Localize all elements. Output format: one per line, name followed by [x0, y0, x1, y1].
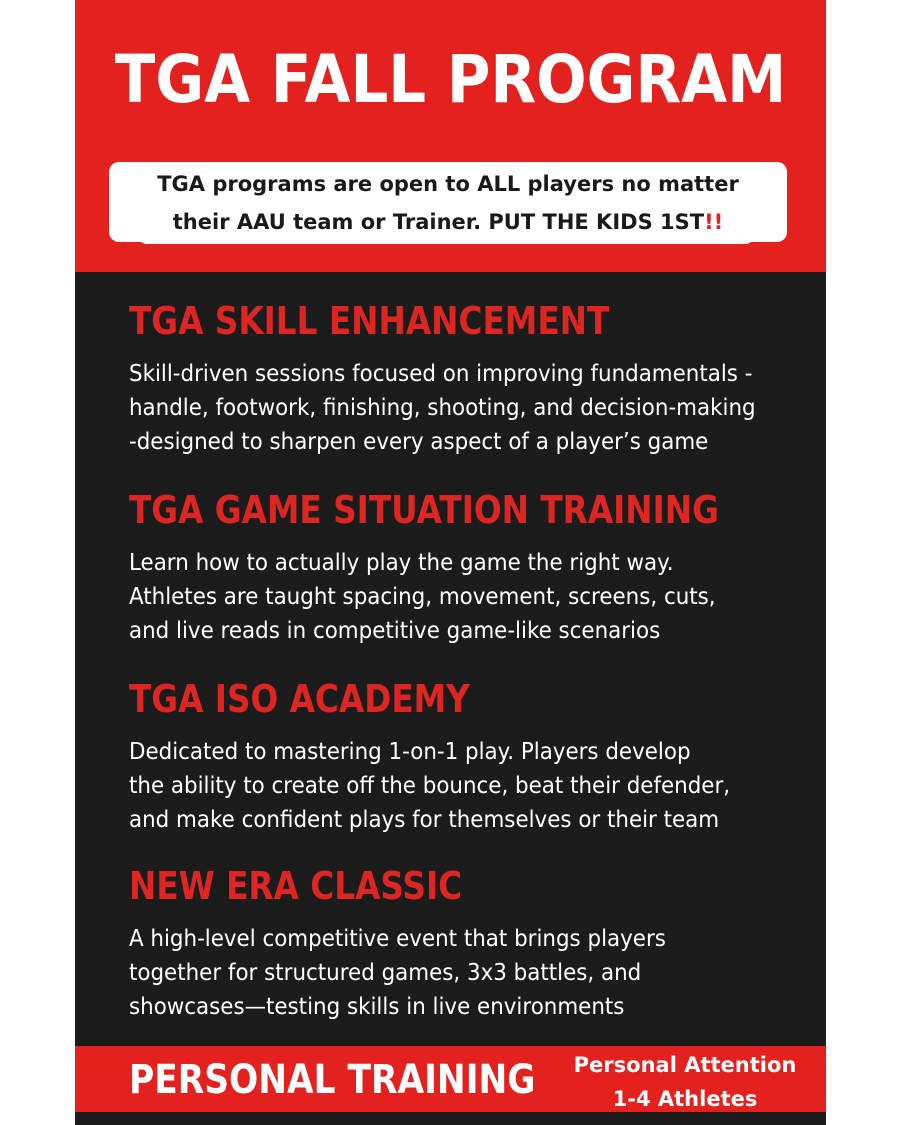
- section-line: together for structured games, 3x3 battles, and: [129, 960, 642, 986]
- section-body-new-era-classic: [129, 922, 771, 1024]
- double-exclamation-icon: !!: [704, 210, 724, 234]
- section-line: Learn how to actually play the game the right way.: [129, 550, 674, 576]
- section-title-new-era-classic: NEW ERA CLASSIC: [129, 864, 463, 908]
- personal-training-label: PERSONAL TRAINING: [129, 1057, 536, 1103]
- section-title-game-situation: TGA GAME SITUATION TRAINING: [129, 488, 719, 532]
- section-title-iso-academy: TGA ISO ACADEMY: [129, 677, 470, 721]
- program-flyer: [75, 0, 826, 1125]
- section-line: Athletes are taught spacing, movement, screens, cuts,: [129, 584, 716, 610]
- notice-line-1: TGA programs are open to ALL players no matter: [157, 172, 739, 196]
- section-body-skill-enhancement: [129, 357, 771, 459]
- section-line: and live reads in competitive game-like scenarios: [129, 618, 661, 644]
- notice-line-2: [109, 203, 787, 241]
- section-body-game-situation: [129, 546, 771, 648]
- section-line: showcases—testing skills in live environments: [129, 994, 625, 1020]
- athlete-count-text: 1-4 Athletes: [612, 1087, 758, 1111]
- notice-line-2-text: their AAU team or Trainer. PUT THE KIDS 1ST: [172, 210, 705, 234]
- section-title-skill-enhancement: TGA SKILL ENHANCEMENT: [129, 299, 610, 343]
- page-title: TGA FALL PROGRAM: [114, 41, 787, 118]
- section-line: Dedicated to mastering 1-on-1 play. Players develop: [129, 739, 691, 765]
- personal-training-details: [555, 1048, 815, 1116]
- personal-attention-text: Personal Attention: [573, 1053, 797, 1077]
- section-line: and make confident plays for themselves or their team: [129, 807, 720, 833]
- notice-text: [109, 165, 787, 241]
- section-line: Skill-driven sessions focused on improving fundamentals -: [129, 361, 753, 387]
- section-body-iso-academy: [129, 735, 771, 837]
- section-line: -designed to sharpen every aspect of a player’s game: [129, 429, 709, 455]
- section-line: the ability to create off the bounce, beat their defender,: [129, 773, 731, 799]
- section-line: A high-level competitive event that brings players: [129, 926, 666, 952]
- section-line: handle, footwork, finishing, shooting, and decision-making: [129, 395, 756, 421]
